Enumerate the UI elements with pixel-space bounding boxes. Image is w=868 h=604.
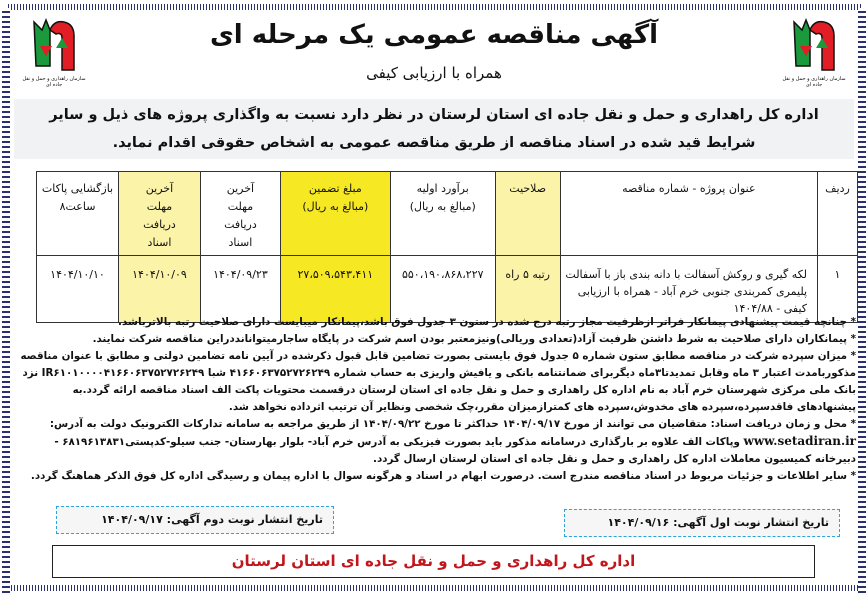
col-title: عنوان پروژه - شماره مناقصه [560, 172, 817, 256]
tender-table [36, 171, 858, 323]
cell-title: لکه گیری و روکش آسفالت با دانه بندی باز با آسفالت پلیمری کمربندی جنوبی خرم آباد - همراه با ارزیابی کیفی - ۱۴۰۴/۸۸ [560, 256, 817, 323]
first-publication-date: تاریخ انتشار نوبت اول آگهی: ۱۴۰۴/۰۹/۱۶ [564, 509, 840, 537]
col-deadline-2: آخرین مهلت دریافت اسناد [119, 172, 201, 256]
condition-text: وپاکات الف علاوه بر بارگذاری درسامانه مذکور باید بصورت فیزیکی به آدرس خرم آباد- بلوار بهارستان- جنب سیلو-کدپستی۶۸۱۹۶۱۳۸۳۱ - دبیرخانه کمیسیون معاملات اداره کل راهداری و حمل و نقل جاده ای استان لرستان ارسال گردد. [54, 436, 856, 465]
intro-paragraph: اداره کل راهداری و حمل و نقل جاده ای استان لرستان در نظر دارد نسبت به واگذاری پروژه های ذیل و سایر شرایط قید شده در اسناد مناقصه از طریق مناقصه عمومی به اشخاص حقوقی اقدام نماید. [14, 99, 854, 159]
left-border [2, 8, 10, 594]
condition-item: * سایر اطلاعات و جزئیات مربوط در اسناد مناقصه مندرج است. درصورت ابهام در اسناد و هرگونه سوال با اداره پیمان و رسیدگی اداره کل فوق الذکر هماهنگ گردد. [30, 470, 856, 482]
conditions-list [14, 314, 856, 485]
cell-guarantee: ۲۷،۵۰۹،۵۴۳،۴۱۱ [280, 256, 390, 323]
page-title: آگهی مناقصه عمومی یک مرحله ای [209, 20, 659, 50]
cell-deadline-1: ۱۴۰۴/۰۹/۲۳ [200, 256, 280, 323]
bottom-border [6, 585, 862, 591]
logo-caption: سازمان راهداری و حمل و نقل جاده ای [22, 76, 86, 88]
condition-item: * پیمانکاران دارای صلاحیت به شرط داشتن ظرفیت آزاد(تعدادی وریالی)ونیزمعتبر بودن اسم شرکت در پایگاه ساجارمیتوانانددراین مناقصه شرکت نمایند. [92, 333, 856, 345]
second-publication-date: تاریخ انتشار نوبت دوم آگهی: ۱۴۰۴/۰۹/۱۷ [56, 506, 334, 534]
condition-item [14, 416, 856, 468]
col-opening: بازگشایی پاکات ساعت۸ [37, 172, 119, 256]
condition-text: * محل و زمان دریافت اسناد: متقاضیان می توانند از مورخ ۱۴۰۴/۰۹/۱۷ حداکثر تا مورخ ۱۴۰۴/۰۹/۲۲ از طریق مراجعه به سامانه تدارکات الکترونیک دولت به آدرس: [49, 418, 856, 430]
col-estimate: برآورد اولیه (مبالغ به ریال) [390, 172, 495, 256]
table-row [37, 256, 858, 323]
top-border [6, 4, 862, 10]
page-subtitle: همراه با ارزیابی کیفی [366, 64, 502, 82]
logo-caption: سازمان راهداری و حمل و نقل جاده ای [782, 76, 846, 88]
cell-estimate: ۵۵۰،۱۹۰،۸۶۸،۲۲۷ [390, 256, 495, 323]
cell-deadline-2: ۱۴۰۴/۱۰/۰۹ [119, 256, 201, 323]
condition-item: * چنانچه قیمت پیشنهادی پیمانکار فراتر ازظرفیت مجاز رتبه درج شده در ستون ۳ جدول فوق باشد،پیمانکار میبایست دارای صلاحیت رتبه بالاترباشد. [118, 316, 856, 328]
col-deadline-1: آخرین مهلت دریافت اسناد [200, 172, 280, 256]
col-guarantee: مبلغ تضمین (مبالغ به ریال) [280, 172, 390, 256]
cell-qualification: رتبه ۵ راه [495, 256, 560, 323]
col-row: ردیف [818, 172, 858, 256]
cell-row: ۱ [818, 256, 858, 323]
right-border [858, 8, 866, 594]
cell-opening: ۱۴۰۴/۱۰/۱۰ [37, 256, 119, 323]
condition-item: * میزان سپرده شرکت در مناقصه مطابق ستون شماره ۵ جدول فوق بایستی بصورت تضامین قابل قبول ذکرشده در آیین نامه تضامین دولتی و مطابق با عنوان مناقصه مذکوربامدت اعتبار ۳ ماه وقابل تمدیدتا۳ماه دیگربرای ضمانتنامه بانکی و یافیش واریزی به حساب شماره ۴۱۶۶۰۶۳۷۵۲۷۲۶۲۴۹ شبا IR۶۱۰۱۰۰۰۰۴۱۶۶۰۶۳۷۵۲۷۲۶۲۴۹ نزد بانک ملی مرکزی شهرستان خرم آباد به نام اداره کل راهداری و حمل و نقل جاده ای استان لرستان درقسمت محتویات پاکت الف اسناد مناقصه ارائه گردد.به پیشنهادهای فاقدسپرده،سپرده های مخدوش،سپرده های کمترازمیزان مقرر،چک شخصی ونظایر آن ترتیب اثرداده نخواهد شد. [20, 350, 856, 413]
footer-banner: اداره کل راهداری و حمل و نقل جاده ای استان لرستان [52, 545, 815, 578]
setadiran-link[interactable]: www.setadiran.ir [743, 434, 856, 448]
table-header-row [37, 172, 858, 256]
col-qualification: صلاحیت [495, 172, 560, 256]
